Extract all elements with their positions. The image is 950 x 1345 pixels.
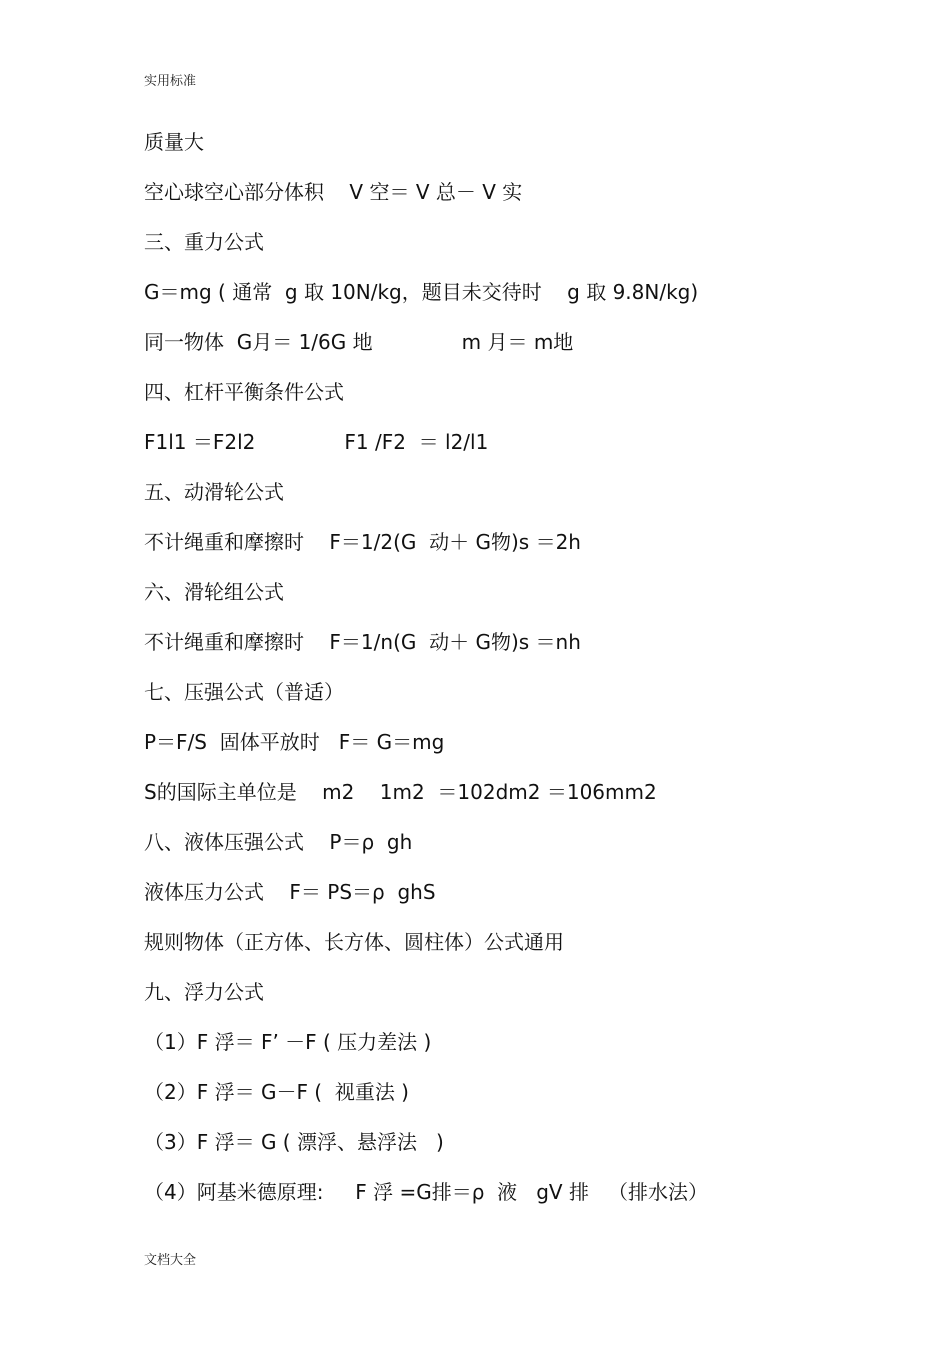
formula-line: （4）阿基米德原理: F 浮 =G排＝ρ 液 gV 排 （排水法） [144, 1180, 709, 1204]
section-heading: 三、重力公式 [144, 230, 264, 254]
formula-line: （1）F 浮＝ F’ －F ( 压力差法 ) [144, 1030, 432, 1054]
text-line: 空心球空心部分体积 V 空＝ V 总－ V 实 [144, 180, 523, 204]
formula-line: 液体压力公式 F＝ PS＝ρ ghS [144, 880, 436, 904]
text-line: 质量大 [144, 130, 204, 154]
formula-line: （3）F 浮＝ G ( 漂浮、悬浮法 ) [144, 1130, 444, 1154]
formula-line: 同一物体 G月＝ 1/6G 地 m 月＝ m地 [144, 330, 574, 354]
formula-line: （2）F 浮＝ G－F ( 视重法 ) [144, 1080, 409, 1104]
section-heading: 五、动滑轮公式 [144, 480, 284, 504]
formula-line: F1l1 ＝F2l2 F1 /F2 ＝ l2/l1 [144, 430, 489, 454]
text-line: 规则物体（正方体、长方体、圆柱体）公式通用 [144, 930, 564, 954]
formula-line: 不计绳重和摩擦时 F＝1/2(G 动＋ G物)s ＝2h [144, 530, 581, 554]
formula-line: P＝F/S 固体平放时 F＝ G＝mg [144, 730, 445, 754]
section-heading: 九、浮力公式 [144, 980, 264, 1004]
formula-line: 不计绳重和摩擦时 F＝1/n(G 动＋ G物)s ＝nh [144, 630, 581, 654]
section-heading: 六、滑轮组公式 [144, 580, 284, 604]
page-header: 实用标准 [144, 74, 197, 89]
formula-line: G＝mg ( 通常 g 取 10N/kg，题目未交待时 g 取 9.8N/kg) [144, 280, 699, 304]
page-footer: 文档大全 [144, 1253, 197, 1268]
formula-line: S的国际主单位是 m2 1m2 ＝102dm2 ＝106mm2 [144, 780, 657, 804]
document-body [144, 128, 864, 1228]
section-heading: 四、杠杆平衡条件公式 [144, 380, 344, 404]
section-heading: 七、压强公式（普适） [144, 680, 344, 704]
section-heading: 八、液体压强公式 P＝ρ gh [144, 830, 413, 854]
